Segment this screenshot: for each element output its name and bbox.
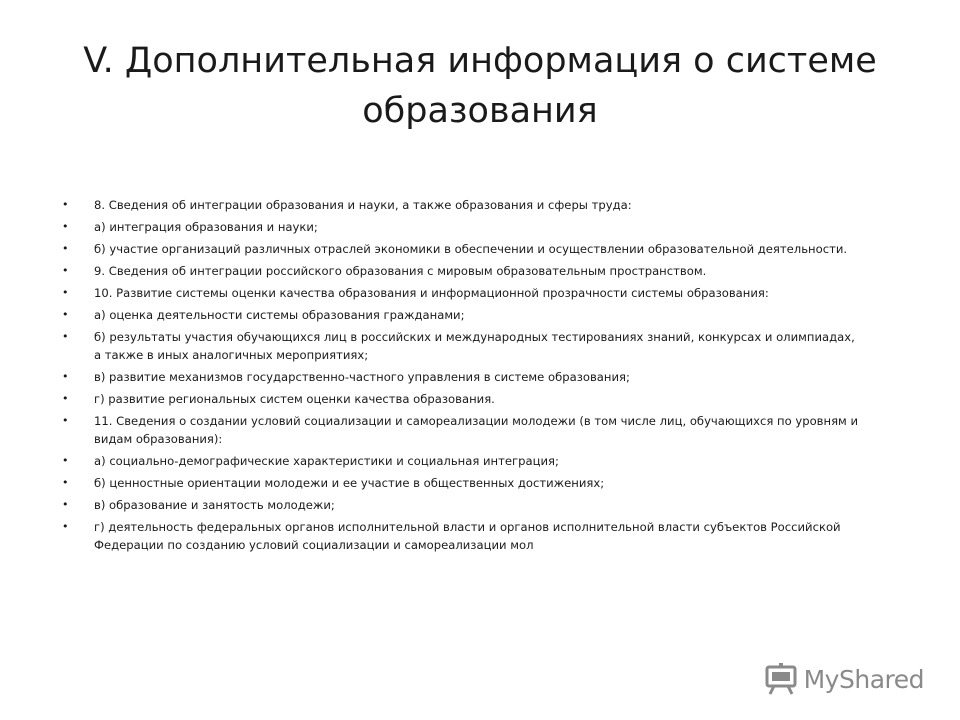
list-item [62,518,862,554]
slide-title: V. Дополнительная информация о системе образования [83,41,877,131]
list-item-text: б) результаты участия обучающихся лиц в российских и международных тестированиях знаний, конкурсах и олимпиадах, а также в иных аналогичных мероприятиях; [94,330,855,362]
list-item [62,452,862,470]
presentation-board-icon [764,662,798,696]
list-item [62,474,862,492]
list-item-text: 11. Сведения о создании условий социализации и самореализации молодежи (в том числе лиц, обучающихся по уровням и видам образования): [94,414,859,446]
bullet-icon: • [62,476,69,489]
list-item-text: в) развитие механизмов государственно-частного управления в системе образования; [94,370,630,384]
list-item [62,412,862,448]
list-item [62,390,862,408]
list-item-text: а) интеграция образования и науки; [94,220,318,234]
list-item-text: б) ценностные ориентации молодежи и ее участие в общественных достижениях; [94,476,605,490]
list-item-text: г) деятельность федеральных органов исполнительной власти и органов исполнительной власти субъектов Российской Федерации по созданию условий социализации и самореализации мол [94,520,841,552]
bullet-icon: • [62,370,69,383]
bullet-icon: • [62,308,69,321]
list-item [62,284,862,302]
list-item-text: 9. Сведения об интеграции российского образования с мировым образовательным пространством. [94,264,707,278]
list-item-text: г) развитие региональных систем оценки качества образования. [94,392,495,406]
bullet-icon: • [62,198,69,211]
list-item [62,368,862,386]
bullet-icon: • [62,414,69,427]
bullet-icon: • [62,520,69,533]
bullet-icon: • [62,330,69,343]
list-item [62,218,862,236]
bullet-icon: • [62,454,69,467]
list-item-text: а) социально-демографические характеристики и социальная интеграция; [94,454,559,468]
list-item [62,328,862,364]
bullet-icon: • [62,264,69,277]
bullet-icon: • [62,392,69,405]
list-item [62,306,862,324]
list-item [62,262,862,280]
list-item-text: 8. Сведения об интеграции образования и науки, а также образования и сферы труда: [94,198,632,212]
list-item-text: а) оценка деятельности системы образования гражданами; [94,308,465,322]
list-item-text: в) образование и занятость молодежи; [94,498,335,512]
list-item [62,196,862,214]
bullet-icon: • [62,220,69,233]
list-item-text: 10. Развитие системы оценки качества образования и информационной прозрачности системы образования: [94,286,769,300]
bullet-list [62,196,862,558]
bullet-icon: • [62,286,69,299]
bullet-icon: • [62,242,69,255]
list-item [62,496,862,514]
list-item [62,240,862,258]
myshared-watermark [764,662,924,696]
watermark-text: MyShared [803,664,924,694]
bullet-icon: • [62,498,69,511]
list-item-text: б) участие организаций различных отраслей экономики в обеспечении и осуществлении образовательной деятельности. [94,242,848,256]
